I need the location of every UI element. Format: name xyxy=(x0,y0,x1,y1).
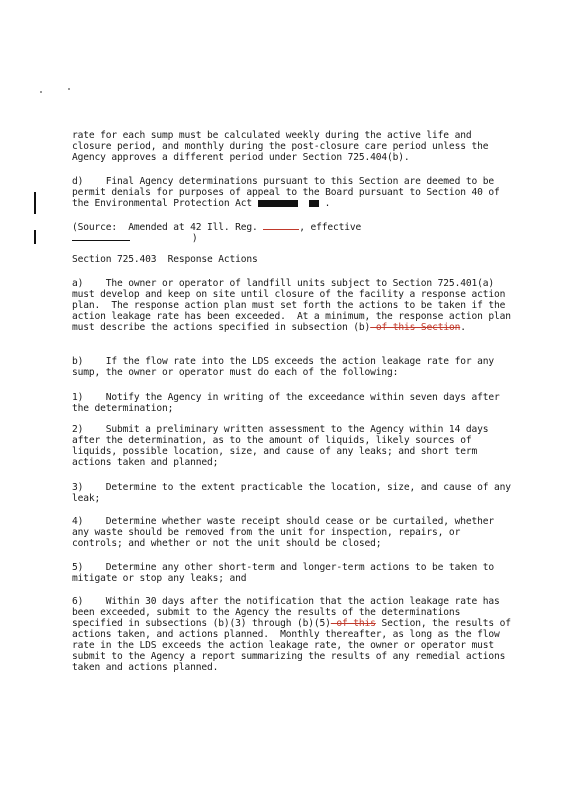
paragraph-response-plan-text: a) The owner or operator of landfill units subject to Section 725.401(a) must develop and keep on site until closure of the facility a response action plan. The response action plan must set forth the actions to be taken if the action leakage rate has been exceeded. At a minimum, the response action plan must describe the actions specified in subsection (b) xyxy=(72,278,517,333)
item-thirty-day-report-rest: Section, the results of actions taken, and actions planned. Monthly thereafter, as long as the flow rate in the LDS exceeds the action leakage rate, the owner or operator must submit to the Agency a report summarizing the results of any remedial actions taken and actions planned. xyxy=(72,618,517,673)
blank-effective-date xyxy=(72,240,130,241)
section-heading: Section 725.403 Response Actions xyxy=(72,254,258,265)
paragraph-response-plan xyxy=(72,278,517,333)
paragraph-final-determinations-text: d) Final Agency determinations pursuant to this Section are deemed to be permit denials for purposes of appeal to the Board pursuant to Section 40 of the Environmental Protection Act xyxy=(72,176,506,209)
paragraph-final-determinations: d) Final Agency determinations pursuant to this Section are deemed to be permit denials for purposes of appeal to the Board pursuant to Section 40 of the Environmental Protection Act . xyxy=(72,176,506,209)
scan-speck xyxy=(68,88,70,90)
paragraph-response-plan-end: . xyxy=(460,322,466,333)
item-thirty-day-report-start: 6) Within 30 days after the notification that the action leakage rate has been exceeded, submit to the Agency the results of the determinations specified in subsections (b)(3) through (b)(5) xyxy=(72,596,506,629)
paragraph-rate-calculation: rate for each sump must be calculated weekly during the active life and closure period, and monthly during the post-closure care period unless the Agency approves a different period under Section 725.404(b). xyxy=(72,130,494,163)
item-short-long-term-actions: 5) Determine any other short-term and longer-term actions to be taken to mitigate or stop any leaks; and xyxy=(72,562,500,584)
redaction-mark xyxy=(309,200,319,207)
item-determine-location: 3) Determine to the extent practicable the location, size, and cause of any leak; xyxy=(72,482,517,504)
struck-text: of this Section xyxy=(370,322,461,333)
item-notify-agency: 1) Notify the Agency in writing of the exceedance within seven days after the determination; xyxy=(72,392,506,414)
paragraph-flow-rate: b) If the flow rate into the LDS exceeds the action leakage rate for any sump, the owner or operator must do each of the following: xyxy=(72,356,500,378)
source-note-end: ) xyxy=(191,233,198,244)
struck-text: of this xyxy=(330,618,376,629)
revision-bar xyxy=(34,192,36,214)
scan-speck xyxy=(40,91,42,93)
source-note-start: (Source: Amended at 42 Ill. Reg. xyxy=(72,222,258,233)
item-waste-receipt: 4) Determine whether waste receipt should cease or be curtailed, whether any waste should be removed from the unit for inspection, repairs, or controls; and whether or not the unit should be closed; xyxy=(72,516,500,549)
redaction-mark xyxy=(258,200,298,207)
item-preliminary-assessment: 2) Submit a preliminary written assessment to the Agency within 14 days after the determination, as to the amount of liquids, likely sources of liquids, possible location, size, and cause of any leaks; and short term actions taken and planned; xyxy=(72,424,494,468)
item-thirty-day-report xyxy=(72,596,517,673)
source-note xyxy=(72,222,512,244)
blank-register-page xyxy=(263,229,299,230)
source-note-mid: , effective xyxy=(299,222,362,233)
revision-bar xyxy=(34,230,36,244)
